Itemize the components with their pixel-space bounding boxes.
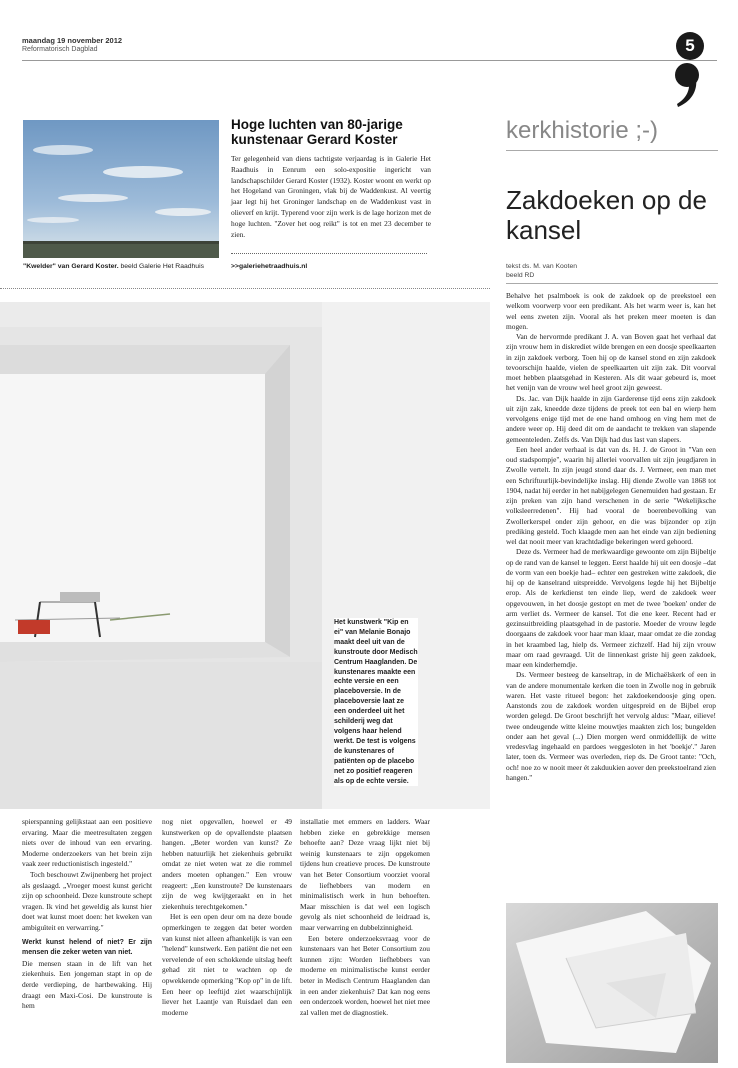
paragraph: spierspanning gelijkstaat aan een positieve ervaring. Maar die meetresultaten zeggen niets over de inhoud van een ervaring. Moderne onderzoekers van het brein zijn vaak zeer reductionistisch ingesteld." <box>22 817 152 869</box>
page-number-badge: 5 <box>676 32 704 60</box>
caption-credit: beeld Galerie Het Raadhuis <box>120 263 205 270</box>
paragraph: Die mensen staan in de lift van het ziekenhuis. Een jongeman stapt in op de derde verdieping, de hartbewaking. Hij draagt een Maxi-Cosi. De kunstroute is hem <box>22 958 152 1011</box>
paragraph: Van de hervormde predikant J. A. van Boven gaat het verhaal dat zijn vrouw hem in diskrediet wilde brengen en een doosje speelkaarten in zijn zakdoek verborg. Toen hij op de kansel stond en zijn zakdoek tevoorschijn haalde, vielen de speelkaarten uit zijn zak. Dit voorval moet hebben plaatsgehad in Kesteren. Als dit waar gebeurd is, moet het venijn van de vrouw wel heel groot zijn geweest. <box>506 332 716 393</box>
column-3 <box>300 817 430 1018</box>
artwork-caption: Het kunstwerk "Kip en ei" van Melanie Bonajo maakt deel uit van de kunstroute door Medisch Centrum Haaglanden. De kunstenares maakte een echte versie en een placeboversie. In de placeboversie laat ze een onderdeel uit het schilderij weg dat volgens haar helend werkt. De test is volgens de kunstenares of patiënten op de placebo net zo positief reageren als op de echte versie. <box>334 619 418 785</box>
painting-image <box>23 120 219 258</box>
art-headline: Hoge luchten van 80-jarige kunstenaar Gerard Koster <box>231 117 403 147</box>
page-date: maandag 19 november 2012 <box>22 36 123 45</box>
newspaper-name: Reformatorisch Dagblad <box>22 46 98 53</box>
paragraph: Ds. Vermeer besteeg de kanseltrap, in de Michaëlskerk of een in van de andere monumentale kerken die toen in Zwolle nog in gebruik waren. Het vaste ritueel begon: het zakdoekendoosje ging open. Aanstonds zou de zakdoek worden uitgespreid en de Bijbel erop worden gelegd. De Groot beschrijft het vervolg aldus: "Maar, eilieve! twee ondeugende witte kleine mouwtjes maakten zich los; bungelden onder aan het geval (...) Dien morgen werd onmiddellijk de witte vredesvlag ingehaald en pardoes weggesloten in het 'boekje'." Jaren later, toen ds. Vermeer was overleden, riep ds. De Groot tante: "Och, och! noe zo w nooit meer ét zakduukien aover den preekstoelrand zien hangen." <box>506 670 716 782</box>
byline <box>506 262 577 280</box>
feature-headline: Zakdoeken op de kansel <box>506 185 707 245</box>
painting-caption <box>23 263 204 270</box>
byline-rule <box>506 283 718 284</box>
paragraph: Een betere onderzoeksvraag voor de kunstenaars van het Beter Consortium zou kunnen zijn: Worden liefhebbers van moderne en minimalistische kunst eerder beter in Medisch Centrum Haaglanden dan in een ander ziekenhuis? Dat kan nog eens een onderzoek worden, hoewel het niet mee zal vallen met de diagnostiek. <box>300 933 430 1017</box>
art-body: Ter gelegenheid van diens tachtigste verjaardag is in Galerie Het Raadhuis in Eenrum een solo-expositie ingericht van landschapschilder Gerard Koster (1932). Koster woont en werkt op het Hogeland van Groningen, vlak bij de Waddenkust. Al veertig jaar legt hij het Groninger landschap en de Waddenkust vast in olieverf en krijt. Typerend voor zijn werk is de lage horizon met de hoge luchten. "Zover het oog reikt" is tot en met 23 december te zien. <box>231 154 431 239</box>
comma-logo-icon <box>672 62 706 108</box>
paragraph: Ds. Jac. van Dijk haalde in zijn Garderense tijd eens zijn zakdoek uit zijn zak, kneedde deze tijdens de preek tot een bal en wierp hem vervolgens enige tijd met de ene hand omhoog en ving hem met de andere weer op. Hij deed dit om de aandacht te trekken van slapende gemeenteleden. Zelfs ds. Van Dijk had dus last van slapers. <box>506 393 716 444</box>
section-kicker: kerkhistorie ;-) <box>506 117 659 144</box>
byline-image: beeld RD <box>506 272 535 279</box>
kicker-rule <box>506 150 718 151</box>
column-1 <box>22 817 152 1012</box>
paragraph: Toch beschouwt Zwijnenberg het project als geslaagd. „Vroeger moest kunst gericht zijn op schoonheid. Deze kunstroute schept vragen. Ik vind het geweldig als kunst hier doet wat kunst moet doen: het kweken van ambiguïteit en verwarring." <box>22 869 152 932</box>
handkerchief-photo <box>506 903 718 1063</box>
paragraph: Een heel ander verhaal is dat van ds. H. J. de Groot in "Van een oud stadspompje", waarin hij allerlei voorvallen uit zijn jeugdjaren in Zwolle vertelt. In zijn jeugd stond daar ds. J. Vermeer, een man met een Schriftuurlijk-bevindelijke inslag. Hij diende Zwolle van 1868 tot 1904, nadat hij eerder in het nabijgelegen Genemuiden had gestaan. Er zijn preken van zijn hand verschenen in de serie "Wekelijksche volksleerredenen". Hij had vooral de boerenbevolking van Zwollerkerspel onder zijn gehoor, en die was bijzonder op zijn prediking gesteld. Toch klaagde men aan het einde van zijn bediening wel dat nooit meer van krachtdadige bekeringen werd gehoord. <box>506 444 716 546</box>
dotted-divider <box>231 253 427 254</box>
header-rule <box>22 60 717 61</box>
section-divider <box>0 288 490 289</box>
lead-in: Werkt kunst helend of niet? Er zijn mensen die zeker weten van niet. <box>22 938 152 957</box>
paragraph: Deze ds. Vermeer had de merkwaardige gewoonte om zijn Bijbeltje op de rand van de kansel te leggen. Eerst haalde hij uit een doosje –dat de vorm van een boekje had– echter een gestreken witte zakdoek, die hij op de kanselrand uitspreidde. Vervolgens legde hij het Bijbeltje erop. Als de kerkdienst ten einde liep, werd de zakdoek weer opgevouwen, in het doosje gestopt en met de twee 'boeken' onder de arm verliet ds. Vermeer de kansel. Tot die ene keer. Recent had er gezinsuitbreiding plaatsgehad in de pastorie. Moeder de vrouw legde doorgaans de zakdoek voor haar man klaar, maar omdat ze die zondag in het kraambed lag, hielp ds. Vermeer zichzelf. Had hij zijn vrouw maar om raad gevraagd. Uit de linnenkast griste hij geen zakdoek, maar een kinderhemdje. <box>506 547 716 669</box>
paragraph: installatie met emmers en ladders. Waar hebben zieke en gebrekkige mensen behoefte aan? Deze vraag lijkt niet bij weinig kunstenaars te zijn opgekomen tijdens hun creatieve proces. De kunstroute van het Beter Consortium voorziet vooral de liefhebbers van modern en minimalistisch werk in hun behoeften. Maar misschien is dat wel een logisch gevolg als niet schoonheid de leidraad is, maar verwarring en dubbelzinnigheid. <box>300 817 430 932</box>
paragraph: Behalve het psalmboek is ook de zakdoek op de preekstoel een welkom voorwerp voor een predikant. Als het warm weer is, kan het wel eens zweten zijn. Vooral als het preken meer moeten is dan mogen. <box>506 291 716 331</box>
gallery-link[interactable]: >>galeriehetraadhuis.nl <box>231 263 308 270</box>
paragraph: Het is een open deur om na deze boude opmerkingen te zeggen dat beter worden van kunst niet alleen afhankelijk is van een "helend" kunstwerk. Een patiënt die net een vervelende of een schokkende uitslag heeft gehad zit niet te wachten op de opwekkende opmerking "Kop op" in de lift. Een heer op leeftijd ziet waarschijnlijk liever het Laantje van Ruisdael dan een moderne <box>162 912 292 1017</box>
byline-text: tekst ds. M. van Kooten <box>506 263 578 270</box>
paragraph: nog niet opgevallen, hoewel er 49 kunstwerken op de opvallendste plaatsen hangen. „Beter worden van kunst? Ze hebben natuurlijk het ziekenhuis gebruikt omdat ze niet weten wat ze die rommel anders moeten ophangen." Een vrouw reageert: „Een kunstroute? De kunstenaars zijn de weg kwijtgeraakt en in het ziekenhuis terechtgekomen." <box>162 817 292 911</box>
feature-body <box>506 291 716 783</box>
column-2 <box>162 817 292 1018</box>
caption-title: "Kwelder" van Gerard Koster. <box>23 263 119 270</box>
